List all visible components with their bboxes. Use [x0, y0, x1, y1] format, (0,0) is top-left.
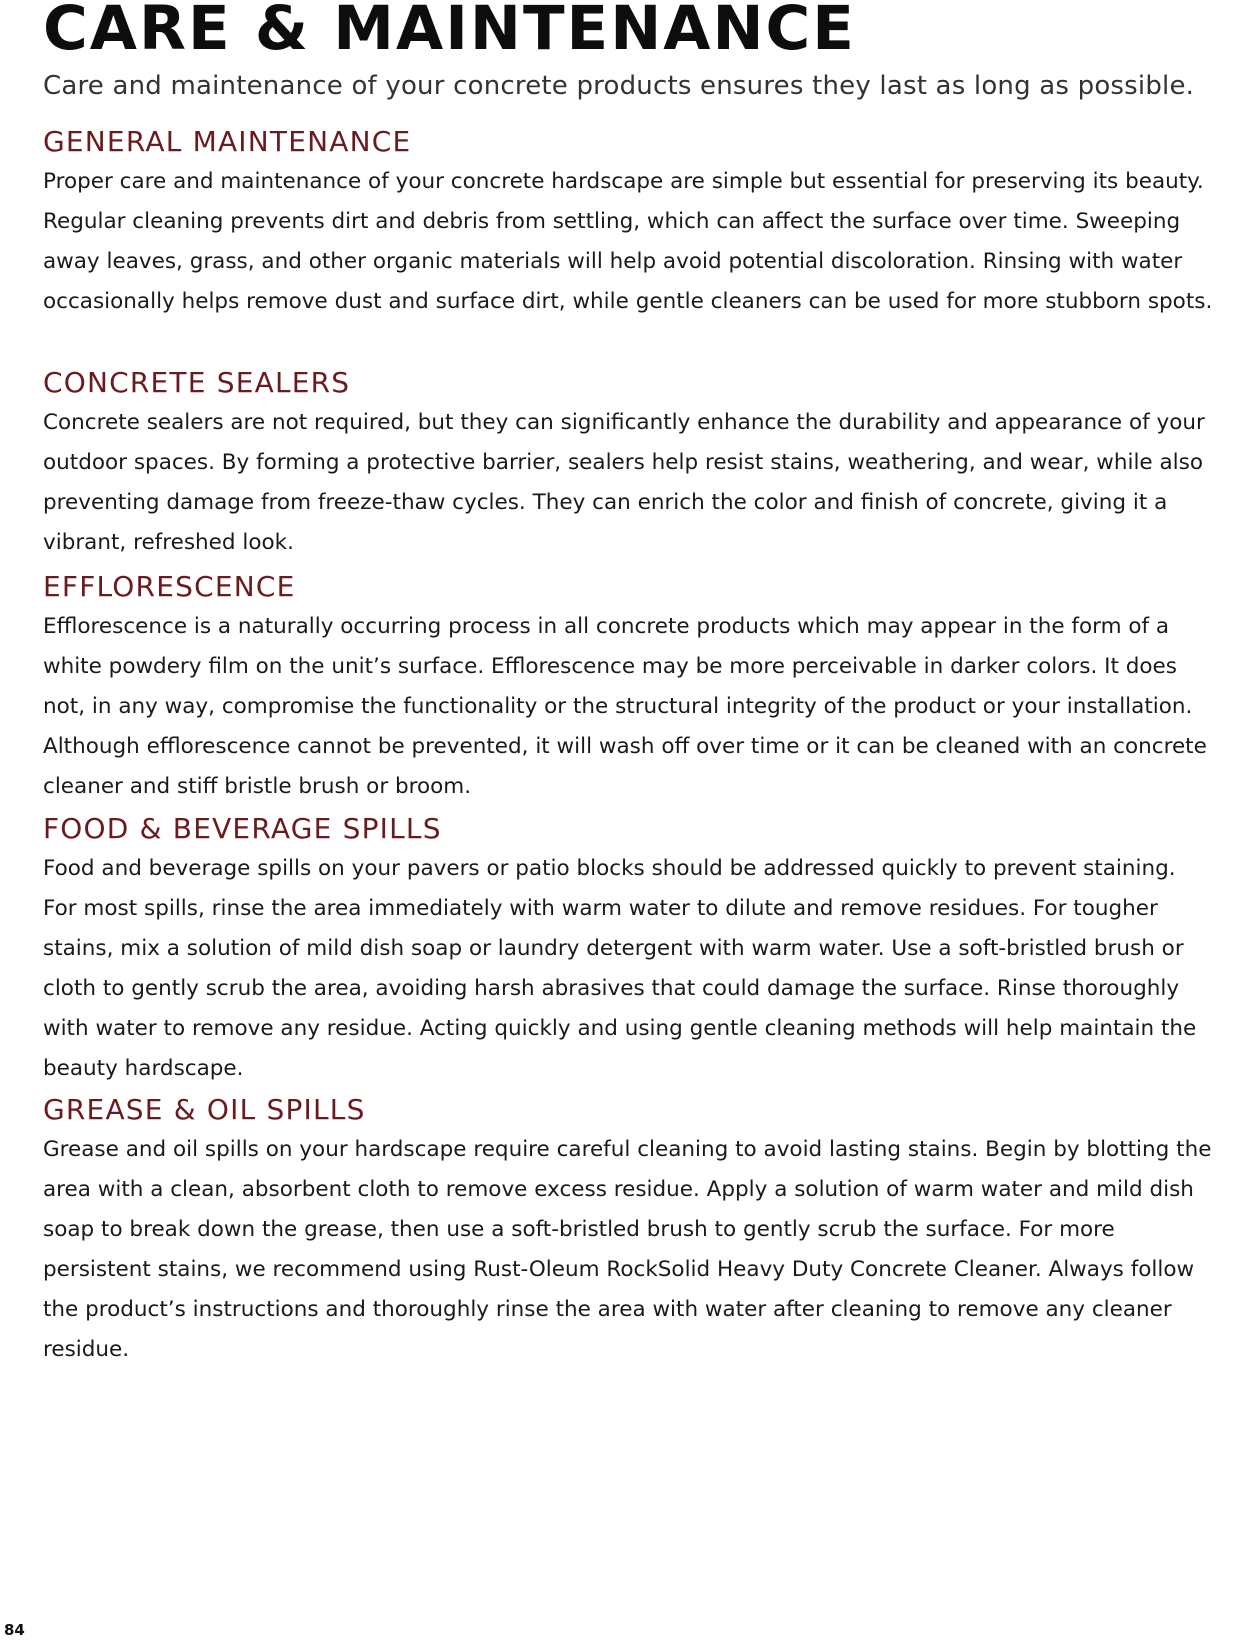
intro-block: [43, 68, 1213, 104]
page-number: 84: [4, 1621, 25, 1639]
section-body: Efflorescence is a naturally occurring process in all concrete products which may appear in the form of a white powdery film on the unit’s surface. Efflorescence may be more perceivable in darker colors. It does not, in any way, compromise the functionality or the structural integrity of the product or your installation. Although efflorescence cannot be prevented, it will wash off over time or it can be cleaned with an concrete cleaner and stiff bristle brush or broom.: [43, 614, 1207, 799]
page-content: [43, 0, 1213, 1362]
section-heading: GENERAL MAINTENANCE: [43, 125, 412, 158]
section-grease-oil-spills: [43, 1092, 1213, 1370]
section-food-beverage-spills: [43, 811, 1213, 1089]
section-concrete-sealers: [43, 365, 1213, 563]
section-body: Grease and oil spills on your hardscape require careful cleaning to avoid lasting stains. Begin by blotting the area with a clean, absorbent cloth to remove excess residue. Apply a solution of warm water and mild dish soap to break down the grease, then use a soft-bristled brush to gently scrub the surface. For more persistent stains, we recommend using Rust-Oleum RockSolid Heavy Duty Concrete Cleaner. Always follow the product’s instructions and thoroughly rinse the area with water after cleaning to remove any cleaner residue.: [43, 1137, 1212, 1362]
section-heading: CONCRETE SEALERS: [43, 366, 351, 399]
section-general-maintenance: [43, 124, 1213, 322]
section-body: Food and beverage spills on your pavers or patio blocks should be addressed quickly to prevent staining. For most spills, rinse the area immediately with warm water to dilute and remove residues. For tougher stains, mix a solution of mild dish soap or laundry detergent with warm water. Use a soft-bristled brush or cloth to gently scrub the area, avoiding harsh abrasives that could damage the surface. Rinse thoroughly with water to remove any residue. Acting quickly and using gentle cleaning methods will help maintain the beauty hardscape.: [43, 856, 1197, 1081]
section-heading: EFFLORESCENCE: [43, 570, 296, 603]
intro-text: Care and maintenance of your concrete products ensures they last as long as possible.: [43, 71, 1195, 101]
section-body: Proper care and maintenance of your concrete hardscape are simple but essential for preserving its beauty. Regular cleaning prevents dirt and debris from settling, which can affect the surface over time. Sweeping away leaves, grass, and other organic materials will help avoid potential discoloration. Rinsing with water occasionally helps remove dust and surface dirt, while gentle cleaners can be used for more stubborn spots.: [43, 169, 1213, 314]
section-efflorescence: [43, 569, 1213, 807]
section-heading: FOOD & BEVERAGE SPILLS: [43, 812, 442, 845]
section-body: Concrete sealers are not required, but they can significantly enhance the durability and appearance of your outdoor spaces. By forming a protective barrier, sealers help resist stains, weathering, and wear, while also preventing damage from freeze-thaw cycles. They can enrich the color and finish of concrete, giving it a vibrant, refreshed look.: [43, 410, 1205, 555]
page-title: CARE & MAINTENANCE: [43, 0, 856, 64]
section-heading: GREASE & OIL SPILLS: [43, 1093, 366, 1126]
